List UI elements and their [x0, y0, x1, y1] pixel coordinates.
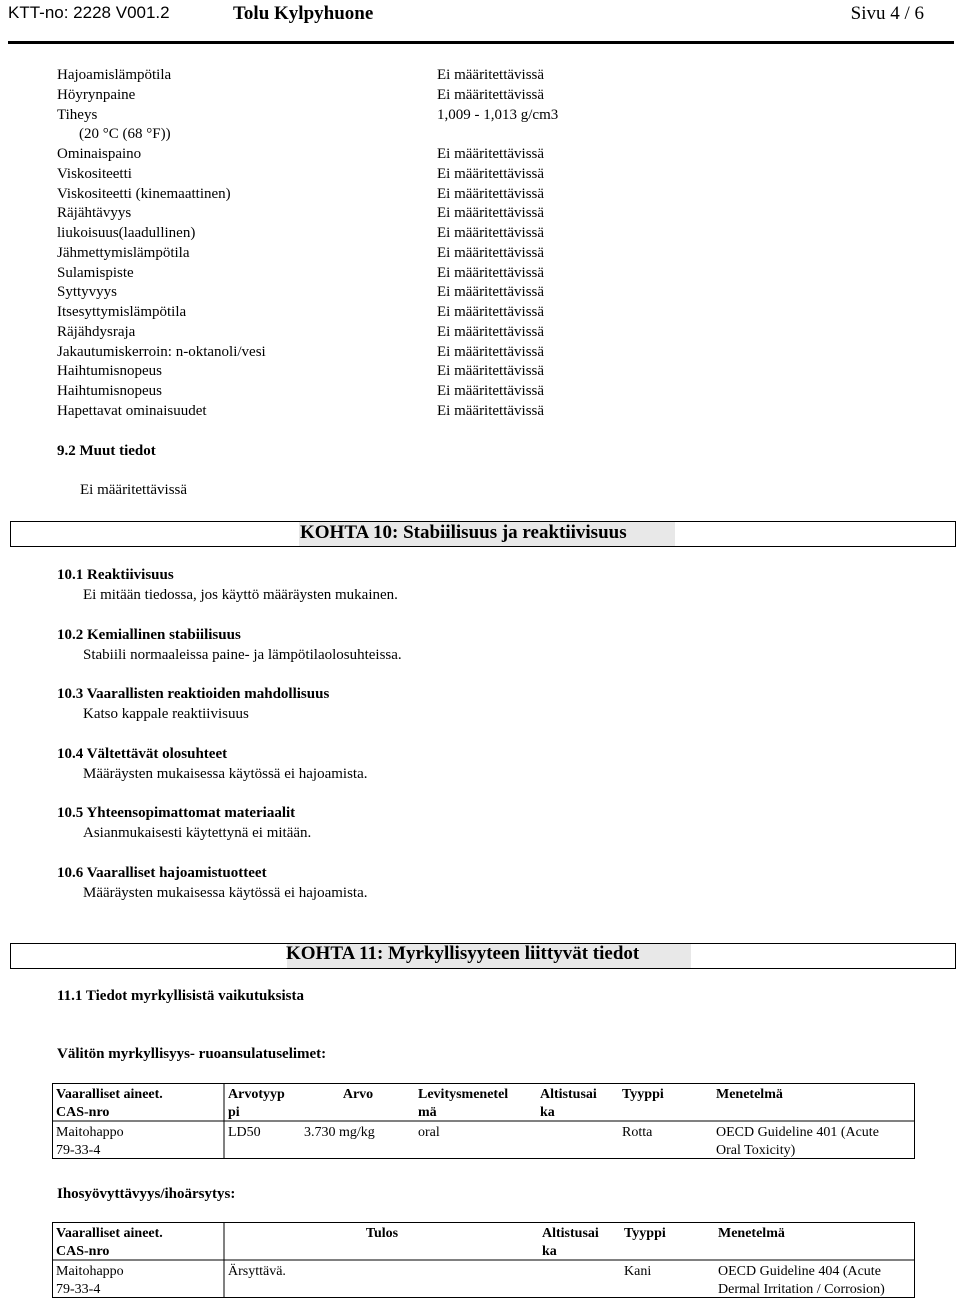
- property-value: Ei määritettävissä: [437, 225, 545, 241]
- property-name: Viskositeetti (kinemaattinen): [57, 185, 231, 202]
- property-row: [57, 343, 617, 363]
- cell-text: 3.730 mg/kg: [304, 1125, 375, 1140]
- cell-text: Vaaralliset aineet. CAS-nro: [56, 1087, 163, 1120]
- property-row: [57, 244, 617, 264]
- property-name: Räjähdysraja: [57, 323, 136, 340]
- property-name: Viskositeetti: [57, 165, 132, 182]
- property-value: Ei määritettävissä: [437, 67, 545, 83]
- section-11-1-title: 11.1 Tiedot myrkyllisistä vaikutuksista: [57, 988, 305, 1004]
- property-value: Ei määritettävissä: [437, 244, 545, 261]
- property-value: Ei määritettävissä: [437, 146, 545, 162]
- table-header-cell: [415, 1085, 537, 1123]
- cell-text: OECD Guideline 401 (Acute Oral Toxicity): [716, 1125, 879, 1158]
- cell-text: Arvo: [342, 1087, 374, 1102]
- cell-text: Menetelmä: [716, 1087, 783, 1102]
- table-header-cell: [713, 1085, 915, 1123]
- property-name: Syttyvyys: [57, 284, 118, 301]
- page-number: Sivu 4 / 6: [850, 3, 924, 24]
- table-cell: [715, 1262, 915, 1300]
- property-value: Ei määritettävissä: [437, 165, 545, 182]
- property-name: Tiheys: [57, 106, 98, 123]
- property-value: Ei määritettävissä: [437, 86, 545, 103]
- header-rule: [8, 41, 954, 44]
- cell-text: OECD Guideline 404 (Acute Dermal Irritation / Corrosion): [718, 1264, 885, 1297]
- section-11-title: KOHTA 11: Myrkyllisyyteen liittyvät tiedot: [286, 943, 640, 964]
- property-value: 1,009 - 1,013 g/cm3: [437, 106, 559, 123]
- property-value: Ei määritettävissä: [437, 284, 545, 301]
- table-header-cell: [619, 1085, 713, 1123]
- property-row: [57, 264, 617, 284]
- property-row: [57, 402, 617, 422]
- subsection-text: Stabiili normaaleissa paine- ja lämpötilaolosuhteissa.: [83, 646, 402, 663]
- property-name: liukoisuus(laadullinen): [57, 225, 196, 241]
- table-header-row: [53, 1085, 915, 1123]
- skin-irritation-title: Ihosyövyttävyys/ihoärsytys:: [57, 1186, 236, 1202]
- property-value: Ei määritettävissä: [437, 343, 545, 360]
- cell-text: Vaaralliset aineet. CAS-nro: [56, 1226, 163, 1259]
- property-row: [57, 185, 617, 205]
- property-row: [57, 283, 617, 303]
- cell-text: oral: [418, 1125, 440, 1140]
- properties-list: [57, 66, 617, 422]
- cell-text: Levitysmenetel mä: [418, 1087, 509, 1120]
- property-value: Ei määritettävissä: [437, 363, 545, 380]
- table-cell: [53, 1262, 225, 1300]
- table-header-cell: [225, 1224, 539, 1262]
- property-name: Hapettavat ominaisuudet: [57, 402, 207, 419]
- property-row: [57, 125, 617, 145]
- cell-text: Altistusai ka: [542, 1226, 599, 1259]
- cell-text: Menetelmä: [718, 1226, 785, 1241]
- property-value: Ei määritettävissä: [437, 323, 545, 340]
- product-name: Tolu Kylpyhuone: [233, 3, 374, 24]
- subsection-title: 10.3 Vaarallisten reaktioiden mahdollisuus: [57, 686, 330, 702]
- document-id: KTT-no: 2228 V001.2: [8, 3, 170, 22]
- property-row: [57, 145, 617, 165]
- table-row: [53, 1123, 915, 1161]
- property-row: [57, 224, 617, 244]
- cell-text: Altistusai ka: [540, 1087, 597, 1120]
- cell-text: Arvotyyp pi: [228, 1087, 285, 1120]
- property-row: [57, 303, 617, 323]
- property-name: Räjähtävyys: [57, 205, 132, 222]
- property-value: Ei määritettävissä: [437, 185, 545, 202]
- table-header-cell: [537, 1085, 619, 1123]
- subsection-text: Asianmukaisesti käytettynä ei mitään.: [83, 825, 312, 841]
- section-9-2-text: Ei määritettävissä: [80, 482, 188, 498]
- subsection-text: Ei mitään tiedossa, jos käyttö määräysten mukainen.: [83, 587, 398, 603]
- subsection-title: 10.2 Kemiallinen stabiilisuus: [57, 626, 241, 643]
- property-name: Haihtumisnopeus: [57, 383, 162, 399]
- property-row: [57, 204, 617, 224]
- property-name: (20 °C (68 °F)): [79, 126, 171, 143]
- subsection-text: Määräysten mukaisessa käytössä ei hajoamista.: [83, 884, 368, 901]
- table-header-cell: [53, 1224, 225, 1262]
- property-row: [57, 382, 617, 402]
- property-row: [57, 165, 617, 185]
- acute-toxicity-title: Välitön myrkyllisyys- ruoansulatuselimet:: [57, 1046, 327, 1062]
- property-name: Haihtumisnopeus: [57, 363, 162, 380]
- cell-text: Tyyppi: [622, 1087, 664, 1102]
- cell-text: LD50: [228, 1125, 261, 1140]
- table-row: [53, 1262, 915, 1300]
- acute-toxicity-table: [53, 1085, 915, 1161]
- property-name: Jähmettymislämpötila: [57, 244, 190, 261]
- table-header-cell: [301, 1085, 415, 1123]
- table-header-row: [53, 1224, 915, 1262]
- property-name: Itsesyttymislämpötila: [57, 304, 187, 320]
- property-name: Jakautumiskerroin: n-oktanoli/vesi: [57, 343, 266, 360]
- table-cell: [713, 1123, 915, 1161]
- cell-text: Maitohappo 79-33-4: [56, 1125, 124, 1158]
- page-header: [0, 0, 960, 28]
- subsection-title: 10.1 Reaktiivisuus: [57, 567, 174, 583]
- property-row: [57, 362, 617, 382]
- table-cell: [537, 1123, 619, 1161]
- subsection-title: 10.5 Yhteensopimattomat materiaalit: [57, 805, 296, 821]
- table-header-cell: [539, 1224, 621, 1262]
- cell-text: Tyyppi: [624, 1226, 666, 1241]
- subsection-title: 10.6 Vaaralliset hajoamistuotteet: [57, 864, 267, 881]
- table-cell: [415, 1123, 537, 1161]
- property-row: [57, 323, 617, 343]
- property-value: Ei määritettävissä: [437, 264, 545, 281]
- property-row: [57, 66, 617, 86]
- cell-text: Ärsyttävä.: [228, 1264, 286, 1279]
- section-10-title: KOHTA 10: Stabiilisuus ja reaktiivisuus: [300, 522, 627, 543]
- skin-irritation-table: [53, 1224, 915, 1300]
- property-name: Höyrynpaine: [57, 86, 136, 103]
- table-cell: [225, 1262, 539, 1300]
- cell-text: Maitohappo 79-33-4: [56, 1264, 124, 1297]
- section-9-2-title: 9.2 Muut tiedot: [57, 443, 156, 459]
- table-header-cell: [715, 1224, 915, 1262]
- property-name: Hajoamislämpötila: [57, 67, 172, 83]
- subsection-text: Katso kappale reaktiivisuus: [83, 706, 249, 722]
- table-header-cell: [621, 1224, 715, 1262]
- table-header-cell: [53, 1085, 225, 1123]
- property-value: Ei määritettävissä: [437, 304, 545, 320]
- subsection-title: 10.4 Vältettävät olosuhteet: [57, 745, 228, 762]
- table-cell: [539, 1262, 621, 1300]
- cell-text: Rotta: [622, 1125, 653, 1140]
- property-row: [57, 86, 617, 106]
- property-value: Ei määritettävissä: [437, 402, 545, 419]
- table-cell: [53, 1123, 225, 1161]
- table-cell: [225, 1123, 301, 1161]
- cell-text: Kani: [624, 1264, 652, 1279]
- property-row: [57, 106, 617, 126]
- property-value: Ei määritettävissä: [437, 205, 545, 222]
- property-name: Sulamispiste: [57, 264, 134, 281]
- cell-text: Tulos: [365, 1226, 399, 1241]
- table-header-cell: [225, 1085, 301, 1123]
- property-name: Ominaispaino: [57, 146, 142, 162]
- table-cell: [619, 1123, 713, 1161]
- table-cell: [301, 1123, 415, 1161]
- table-cell: [621, 1262, 715, 1300]
- subsection-text: Määräysten mukaisessa käytössä ei hajoamista.: [83, 765, 368, 782]
- property-value: Ei määritettävissä: [437, 383, 545, 399]
